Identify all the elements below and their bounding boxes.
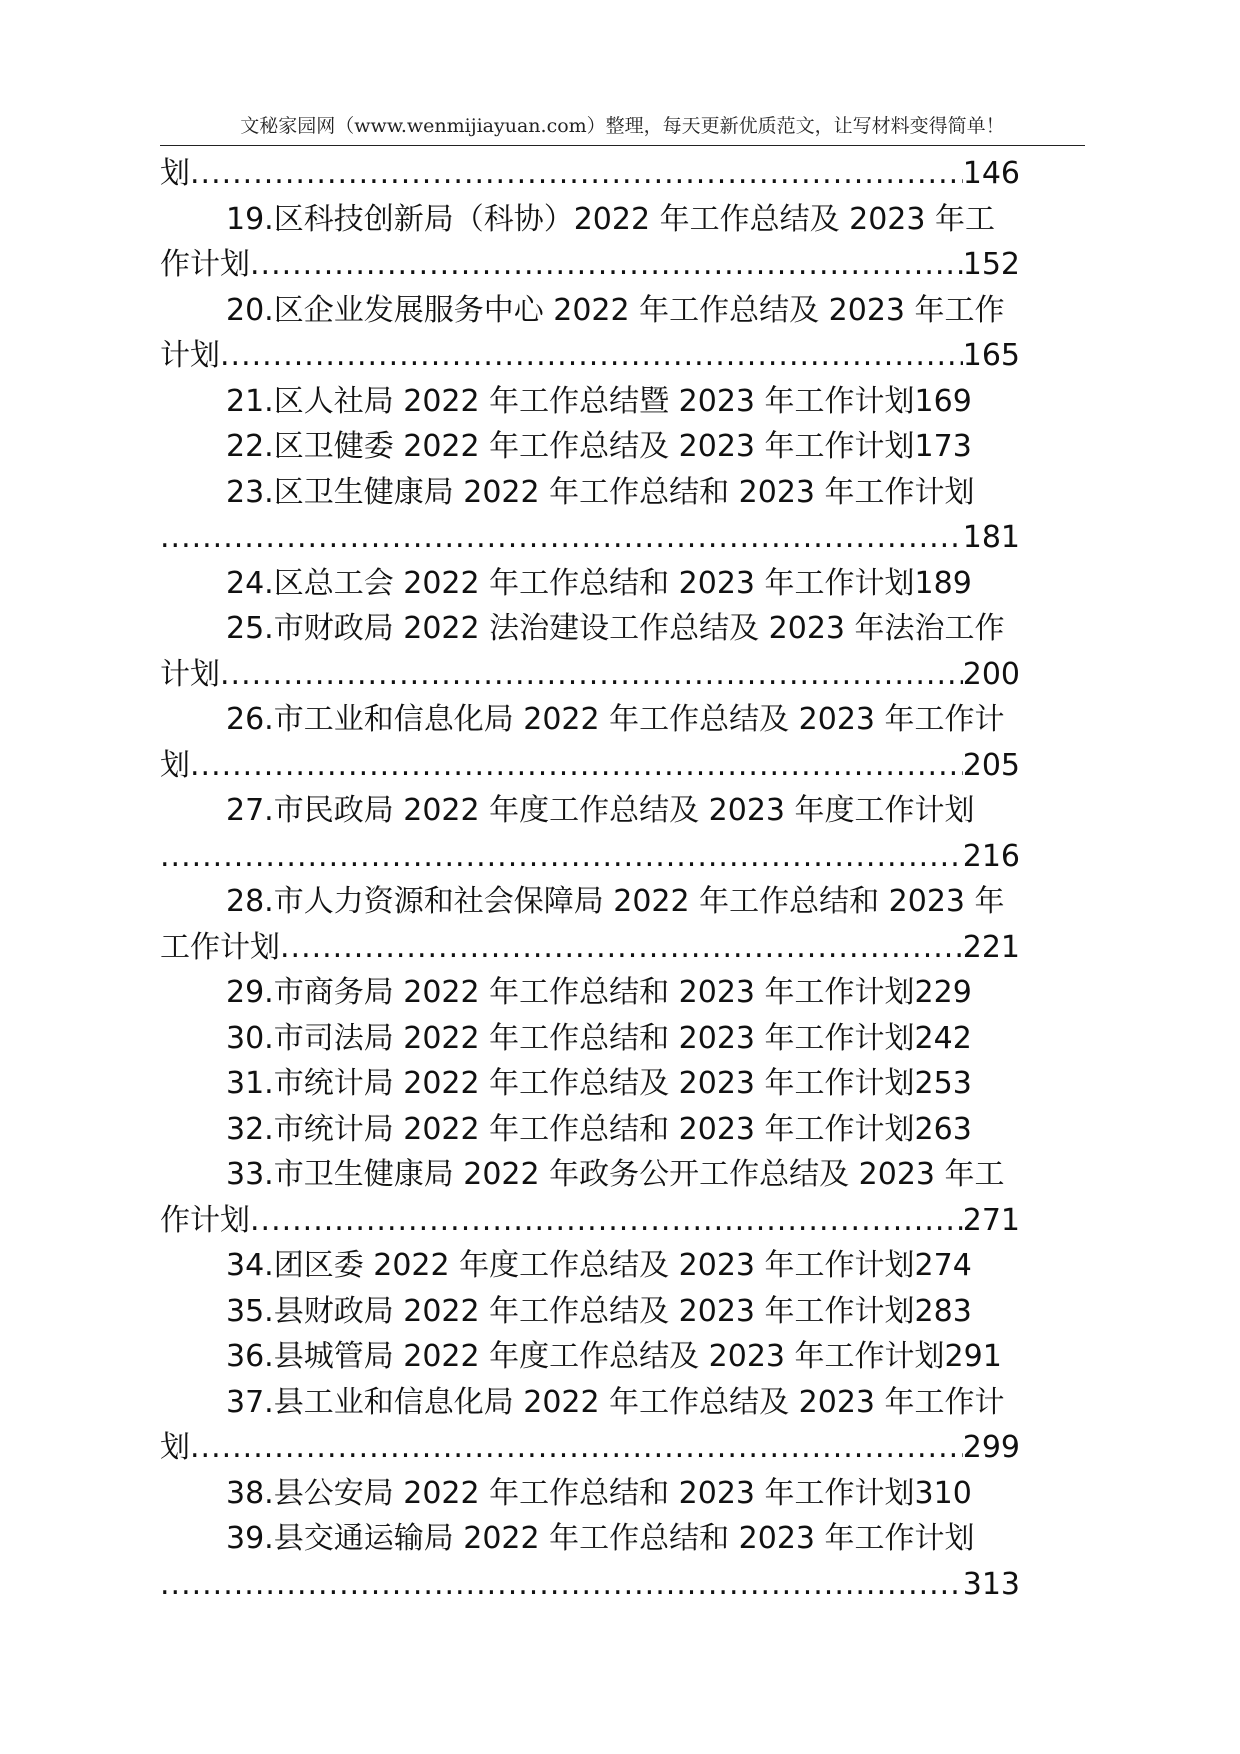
toc-entry-line: 29.市商务局 2022 年工作总结和 2023 年工作计划229 [226, 975, 972, 1010]
toc-entry-line: 36.县城管局 2022 年度工作总结及 2023 年工作计划291 [226, 1339, 1002, 1374]
toc-entry-text: 计划 [160, 338, 220, 373]
toc-entry-continuation [160, 652, 1020, 698]
toc-entry-text: 作计划 [160, 1202, 250, 1238]
toc-entry-line: 32.市统计局 2022 年工作总结和 2023 年工作计划263 [226, 1111, 972, 1147]
toc-dot-leader [190, 743, 963, 789]
toc-entry-continuation [160, 515, 1020, 561]
toc-dot-leader [160, 834, 963, 880]
toc-entry-line: 37.县工业和信息化局 2022 年工作总结及 2023 年工作计 [226, 1384, 1005, 1420]
toc-entry-line: 27.市民政局 2022 年度工作总结及 2023 年度工作计划 [226, 793, 975, 828]
toc-entry-line: 22.区卫健委 2022 年工作总结及 2023 年工作计划173 [226, 429, 972, 464]
toc-entry-text: 作计划 [160, 247, 250, 282]
toc-entry-continuation [160, 333, 1020, 379]
toc-entry-continuation [160, 743, 1020, 789]
toc-entry-line: 23.区卫生健康局 2022 年工作总结和 2023 年工作计划 [226, 474, 975, 510]
toc-entry-line: 33.市卫生健康局 2022 年政务公开工作总结及 2023 年工 [226, 1157, 1005, 1192]
toc-page-number: 221 [962, 929, 1020, 965]
toc-entry-line: 35.县财政局 2022 年工作总结及 2023 年工作计划283 [226, 1293, 972, 1329]
toc-entry-line: 28.市人力资源和社会保障局 2022 年工作总结和 2023 年 [226, 884, 1005, 919]
table-of-contents [160, 151, 1085, 1607]
toc-entry-line: 39.县交通运输局 2022 年工作总结和 2023 年工作计划 [226, 1521, 975, 1556]
toc-entry-continuation [160, 925, 1020, 971]
toc-dot-leader [280, 925, 963, 971]
toc-dot-leader [250, 242, 963, 288]
toc-page-number: 271 [962, 1202, 1020, 1238]
toc-page-number: 200 [962, 656, 1020, 692]
toc-entry-line: 34.团区委 2022 年度工作总结及 2023 年工作计划274 [226, 1248, 972, 1283]
toc-entry-text: 划 [160, 156, 190, 191]
toc-entry-line: 30.市司法局 2022 年工作总结和 2023 年工作计划242 [226, 1020, 972, 1056]
toc-entry-text: 划 [160, 747, 190, 783]
page-header: 文秘家园网（www.wenmijiayuan.com）整理，每天更新优质范文，让写材料变得简单！ [240, 115, 1005, 137]
toc-dot-leader [160, 515, 963, 561]
toc-entry-continuation [160, 1198, 1020, 1244]
toc-entry-continuation [160, 242, 1020, 288]
toc-page-number: 181 [962, 520, 1020, 555]
toc-entry-continuation [160, 151, 1020, 197]
toc-dot-leader [190, 1425, 963, 1471]
toc-page-number: 299 [962, 1430, 1020, 1465]
toc-page-number: 216 [962, 838, 1020, 874]
toc-entry-continuation [160, 834, 1020, 880]
toc-page-number: 165 [962, 338, 1020, 373]
toc-page-number: 313 [962, 1566, 1020, 1602]
toc-entry-line: 25.市财政局 2022 法治建设工作总结及 2023 年法治工作 [226, 611, 1005, 646]
toc-entry-line: 19.区科技创新局（科协）2022 年工作总结及 2023 年工 [226, 201, 996, 237]
toc-entry-text: 计划 [160, 656, 220, 692]
toc-entry-line: 24.区总工会 2022 年工作总结和 2023 年工作计划189 [226, 565, 972, 601]
toc-page-number: 205 [962, 747, 1020, 783]
toc-entry-line: 21.区人社局 2022 年工作总结暨 2023 年工作计划169 [226, 383, 972, 419]
toc-dot-leader [220, 333, 963, 379]
toc-dot-leader [190, 151, 963, 197]
toc-dot-leader [160, 1562, 963, 1608]
header-divider [160, 145, 1085, 146]
toc-entry-text: 划 [160, 1430, 190, 1465]
toc-entry-line: 38.县公安局 2022 年工作总结和 2023 年工作计划310 [226, 1475, 972, 1511]
toc-dot-leader [250, 1198, 963, 1244]
toc-entry-line: 20.区企业发展服务中心 2022 年工作总结及 2023 年工作 [226, 292, 1005, 328]
toc-entry-line: 26.市工业和信息化局 2022 年工作总结及 2023 年工作计 [226, 702, 1005, 737]
toc-page-number: 146 [962, 156, 1020, 191]
toc-entry-line: 31.市统计局 2022 年工作总结及 2023 年工作计划253 [226, 1066, 972, 1101]
toc-entry-continuation [160, 1425, 1020, 1471]
toc-dot-leader [220, 652, 963, 698]
toc-page-number: 152 [962, 247, 1020, 282]
toc-entry-text: 工作计划 [160, 929, 280, 965]
toc-entry-continuation [160, 1562, 1020, 1608]
